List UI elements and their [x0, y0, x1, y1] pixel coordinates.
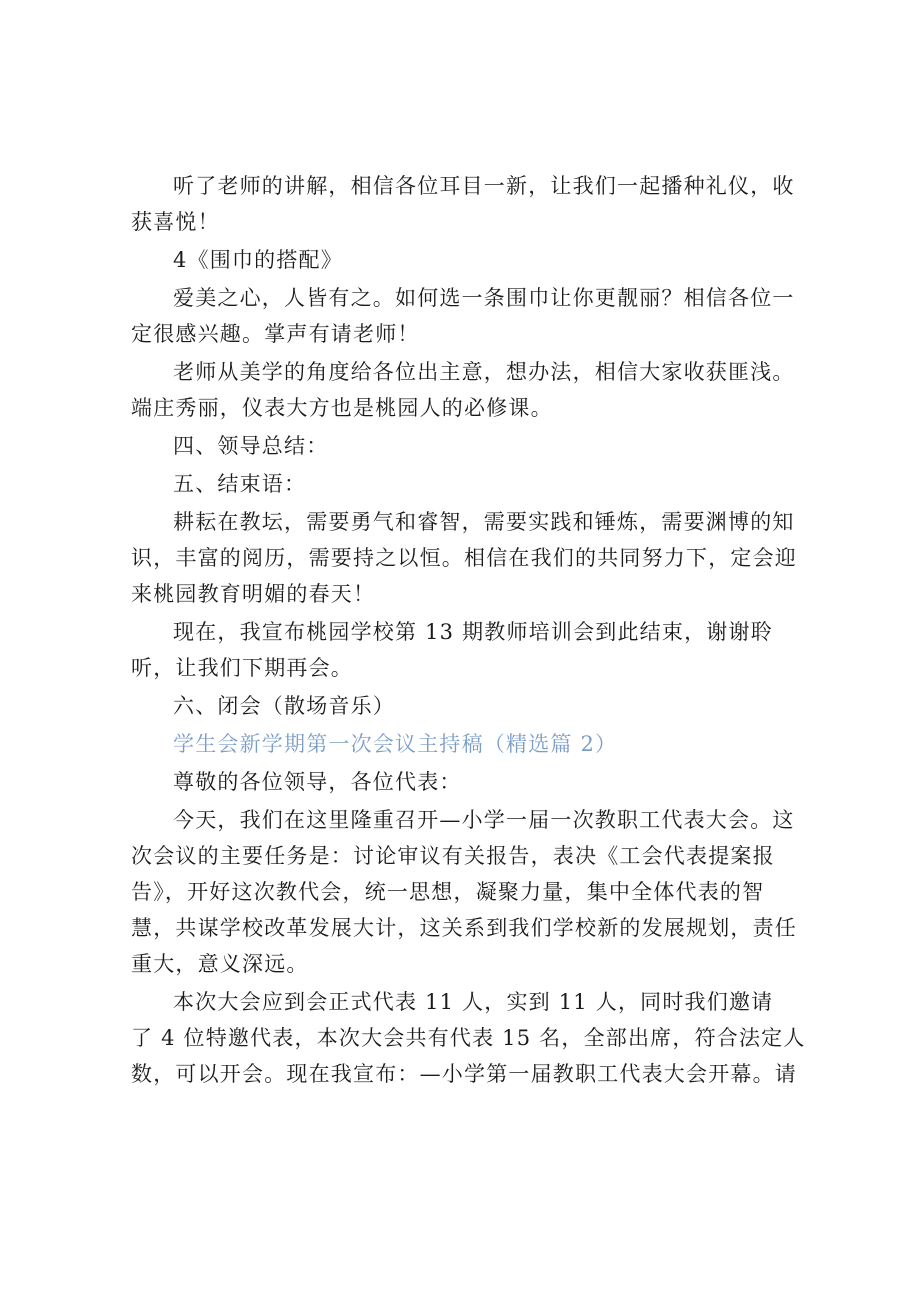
text-line: 重大，意义深远。: [131, 952, 309, 976]
paragraph-p3: [131, 280, 795, 352]
paragraph-p7: [131, 504, 797, 612]
text-line: 来桃园教育明媚的春天！: [131, 582, 376, 606]
text-line: 本次大会应到会正式代表 11 人，实到 11 人，同时我们邀请: [173, 990, 774, 1014]
text-line: 五、结束语：: [173, 472, 307, 496]
text-line: 了 4 位特邀代表，本次大会共有代表 15 名，全部出席，符合法定人: [131, 1026, 806, 1050]
text-line: 获喜悦！: [131, 210, 220, 234]
salutation: [131, 764, 783, 800]
section-heading: [131, 428, 783, 464]
paragraph-p12: [131, 802, 797, 982]
text-line: 识，丰富的阅历，需要持之以恒。相信在我们的共同努力下，定会迎: [131, 546, 797, 570]
document-body: [131, 168, 806, 1094]
article-title-link[interactable]: [131, 726, 783, 762]
paragraph-p8: [131, 614, 783, 686]
text-line: 数，可以开会。现在我宣布：—小学第一届教职工代表大会开幕。请: [131, 1062, 797, 1086]
text-line: 定很感兴趣。掌声有请老师！: [131, 322, 420, 346]
text-line: 爱美之心，人皆有之。如何选一条围巾让你更靓丽？相信各位一: [173, 286, 795, 310]
text-line: 慧，共谋学校改革发展大计，这关系到我们学校新的发展规划，责任: [131, 916, 797, 940]
text-line: 听，让我们下期再会。: [131, 656, 353, 680]
text-line: 现在，我宣布桃园学校第 13 期教师培训会到此结束，谢谢聆: [173, 620, 773, 644]
text-line: 今天，我们在这里隆重召开—小学一届一次教职工代表大会。这: [173, 808, 795, 832]
text-line: 次会议的主要任务是：讨论审议有关报告，表决《工会代表提案报: [131, 844, 775, 868]
text-line: 4《围巾的搭配》: [173, 248, 343, 272]
text-line: 四、领导总结：: [173, 434, 329, 458]
text-line: 六、闭会（散场音乐）: [173, 694, 395, 718]
text-line: 耕耘在教坛，需要勇气和睿智，需要实践和锤炼，需要渊博的知: [173, 510, 795, 534]
text-line: 老师从美学的角度给各位出主意，想办法，相信大家收获匪浅。: [173, 360, 795, 384]
title-link-text[interactable]: 学生会新学期第一次会议主持稿（精选篇 2）: [173, 732, 618, 756]
text-line: 端庄秀丽，仪表大方也是桃园人的必修课。: [131, 396, 553, 420]
text-line: 告》，开好这次教代会，统一思想，凝聚力量，集中全体代表的智: [131, 880, 765, 904]
paragraph-p13: [131, 984, 806, 1092]
text-line: 听了老师的讲解，相信各位耳目一新，让我们一起播种礼仪，收: [173, 174, 795, 198]
section-heading: [131, 242, 783, 278]
text-line: 尊敬的各位领导，各位代表：: [173, 770, 462, 794]
paragraph-p4: [131, 354, 795, 426]
paragraph-p1: [131, 168, 795, 240]
section-heading: [131, 466, 783, 502]
section-heading: [131, 688, 783, 724]
